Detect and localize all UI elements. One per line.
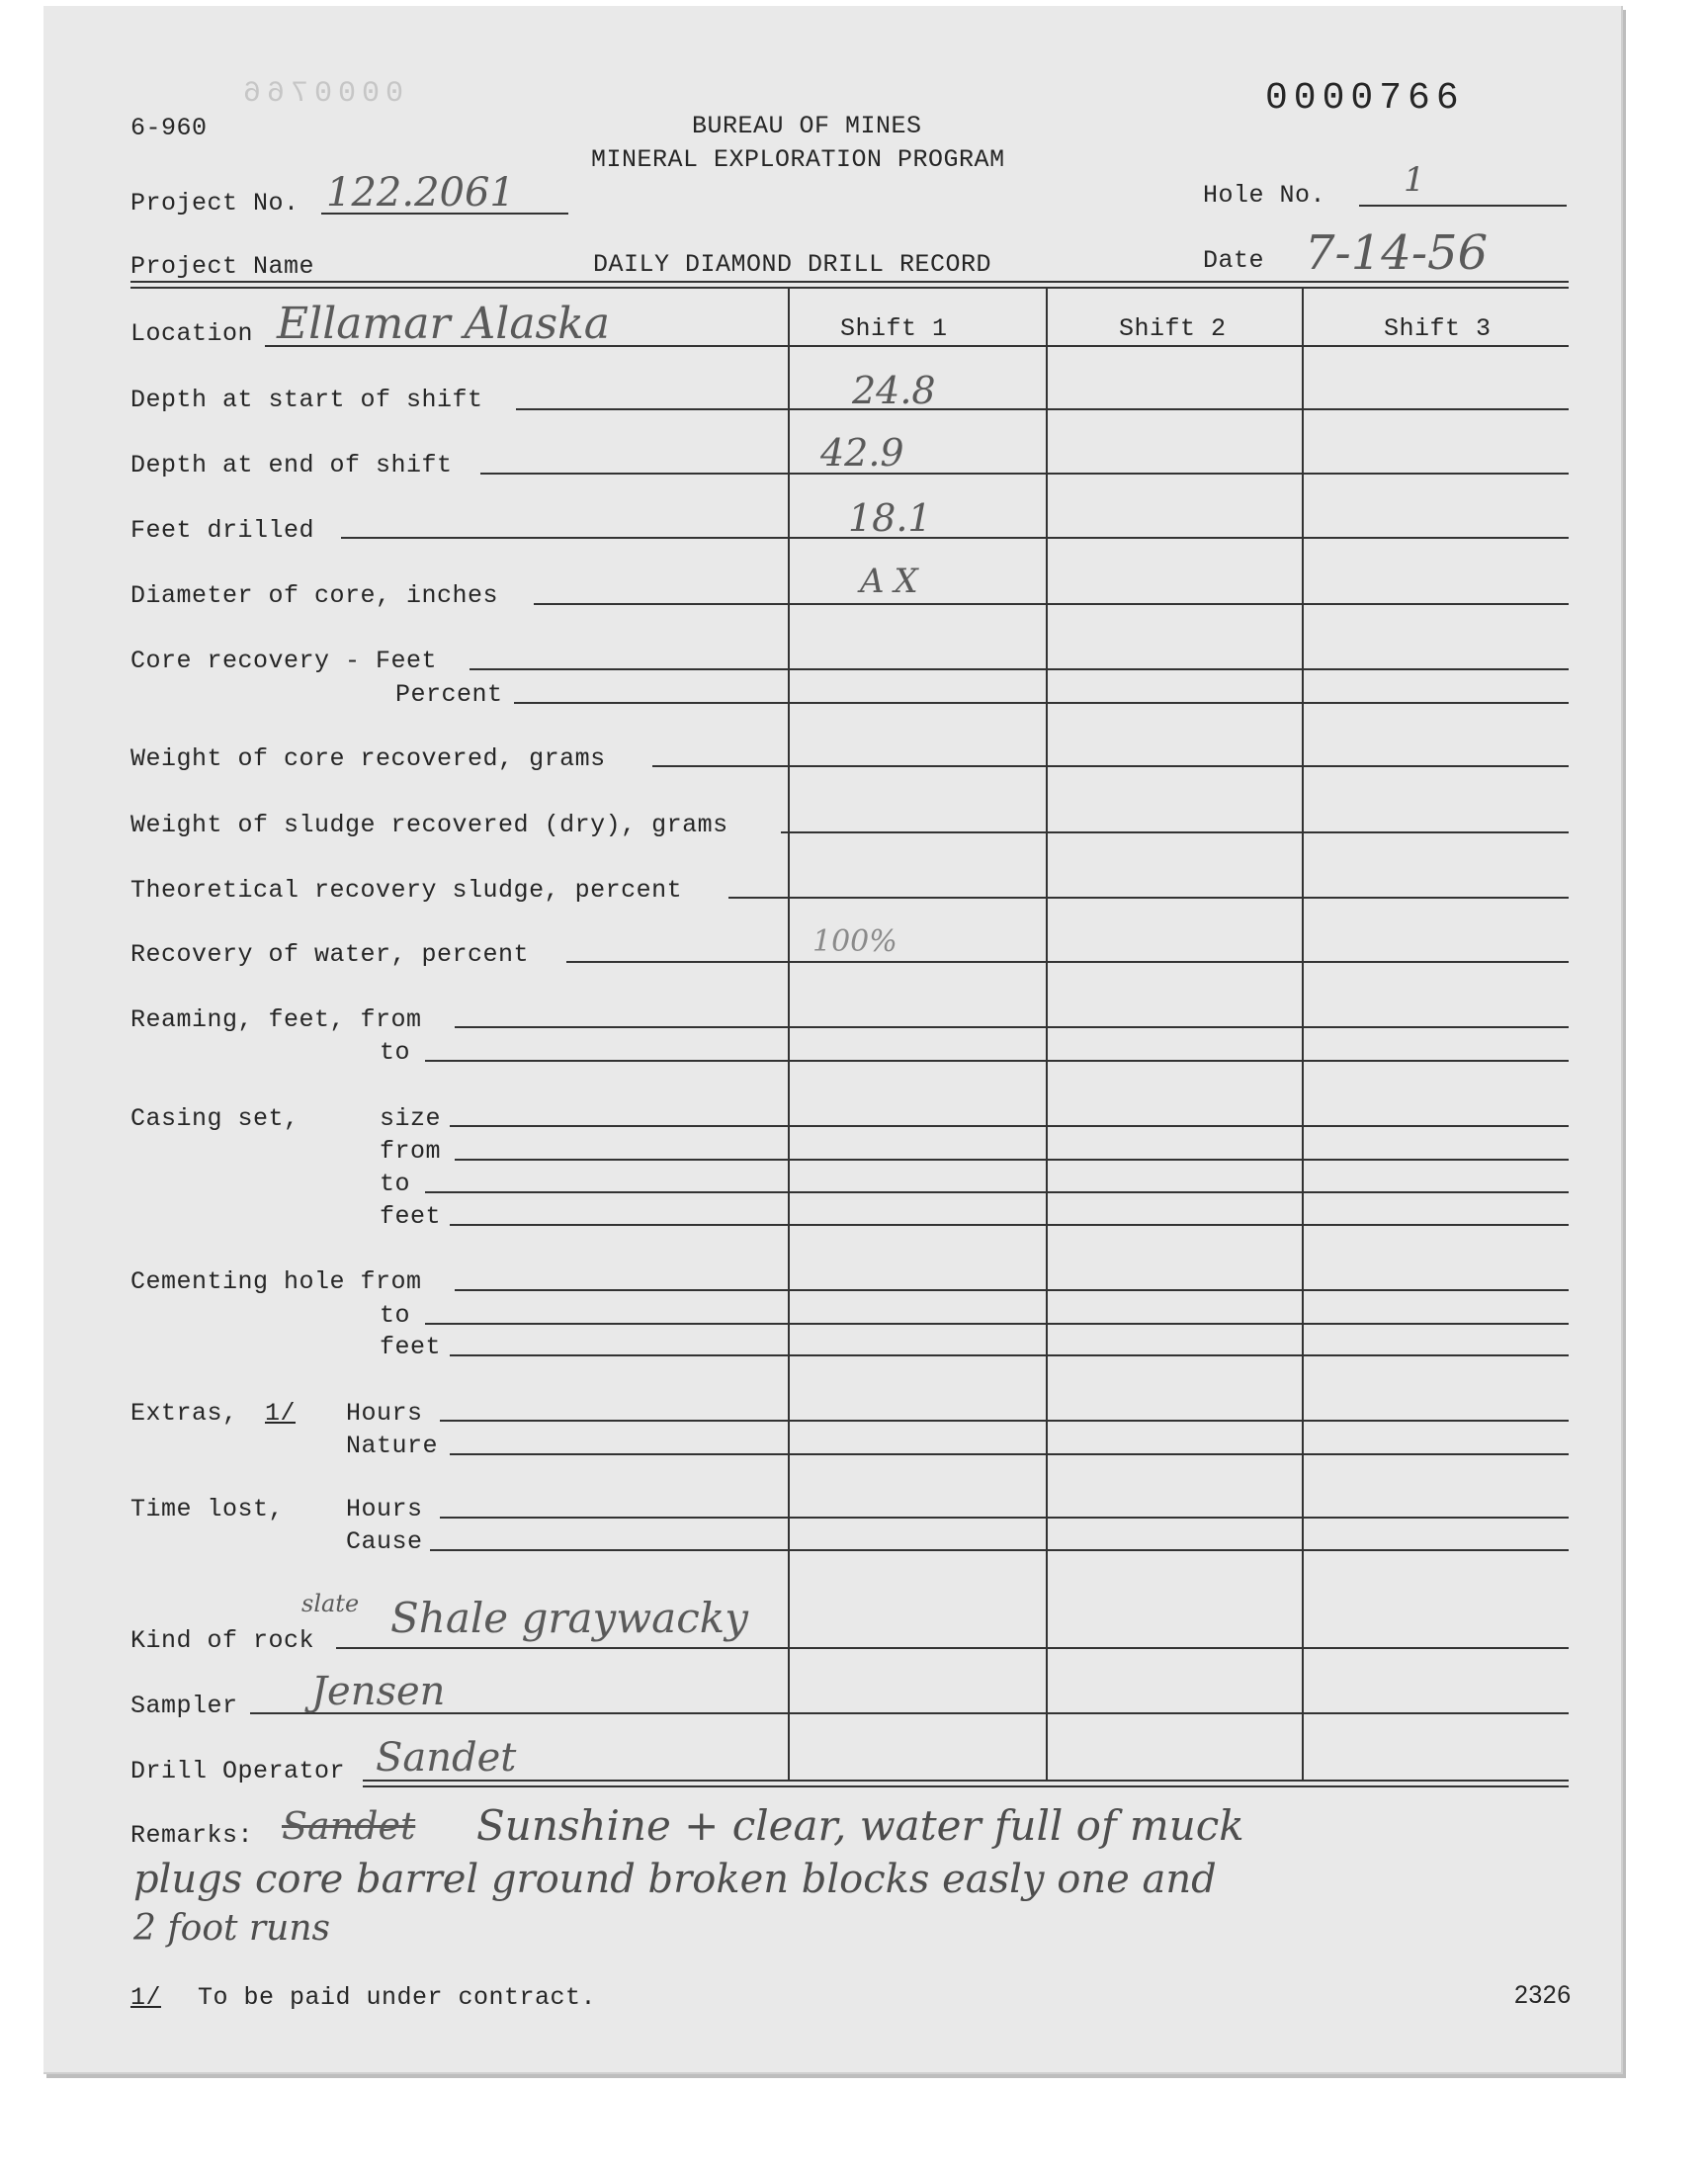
depth-start-label: Depth at start of shift xyxy=(130,386,483,414)
sampler-line xyxy=(250,1712,1569,1714)
date-label: Date xyxy=(1203,246,1265,275)
water-shift1: 100% xyxy=(812,924,897,959)
extras-label: Extras, xyxy=(130,1399,238,1428)
casing-from-label: from xyxy=(380,1137,442,1166)
time-lost-hours-line xyxy=(440,1517,1569,1519)
location-label: Location xyxy=(130,319,254,348)
casing-to-label: to xyxy=(380,1170,411,1198)
remarks-line-1: Sunshine + clear, water full of muck xyxy=(476,1801,1244,1850)
kind-of-rock-line xyxy=(336,1647,1569,1649)
remarks-line-3: 2 foot runs xyxy=(133,1908,330,1949)
weight-sludge-line xyxy=(781,831,1569,833)
shift-2-header: Shift 2 xyxy=(1119,314,1227,343)
weight-sludge-label: Weight of sludge recovered (dry), grams xyxy=(130,811,728,839)
cementing-feet-line xyxy=(450,1354,1569,1356)
casing-from-line xyxy=(455,1159,1569,1161)
location-line xyxy=(265,345,1569,347)
kind-of-rock-value: Shale graywacky xyxy=(390,1594,748,1642)
record-title: DAILY DIAMOND DRILL RECORD xyxy=(593,250,992,279)
reaming-to-line xyxy=(425,1060,1569,1062)
extras-hours-line xyxy=(440,1420,1569,1422)
diameter-line xyxy=(534,603,1569,605)
project-no-value: 122.2061 xyxy=(326,170,515,216)
diameter-shift1: AX xyxy=(860,562,928,601)
kind-of-rock-label: Kind of rock xyxy=(130,1626,315,1655)
reaming-to-label: to xyxy=(380,1038,411,1067)
bottom-rule-1 xyxy=(363,1780,1569,1782)
time-lost-cause-line xyxy=(430,1549,1569,1551)
extras-nature-line xyxy=(450,1453,1569,1455)
column-divider-1 xyxy=(788,287,790,1782)
casing-to-line xyxy=(425,1191,1569,1193)
extras-footnote-mark: 1/ xyxy=(265,1399,297,1428)
hole-no-value: 1 xyxy=(1404,160,1425,200)
shift-3-header: Shift 3 xyxy=(1384,314,1492,343)
sampler-value: Jensen xyxy=(311,1669,446,1714)
diameter-label: Diameter of core, inches xyxy=(130,581,499,610)
header-rule-2 xyxy=(130,287,1569,289)
theoretical-line xyxy=(728,897,1569,899)
feet-drilled-label: Feet drilled xyxy=(130,516,315,545)
location-value: Ellamar Alaska xyxy=(277,299,611,349)
remarks-line-2: plugs core barrel ground broken blocks easly one and xyxy=(133,1857,1217,1902)
water-label: Recovery of water, percent xyxy=(130,940,530,969)
extras-hours-label: Hours xyxy=(346,1399,423,1428)
casing-feet-line xyxy=(450,1224,1569,1226)
kind-of-rock-note: slate xyxy=(301,1590,360,1617)
casing-size-label: size xyxy=(380,1104,442,1133)
cementing-to-line xyxy=(425,1323,1569,1325)
depth-end-label: Depth at end of shift xyxy=(130,451,453,479)
project-name-label: Project Name xyxy=(130,252,315,281)
drill-operator-value: Sandet xyxy=(376,1735,517,1781)
footnote-mark: 1/ xyxy=(130,1983,162,2012)
cementing-feet-label: feet xyxy=(380,1333,442,1361)
depth-start-line xyxy=(516,408,1569,410)
casing-feet-label: feet xyxy=(380,1202,442,1231)
remarks-label: Remarks: xyxy=(130,1821,254,1850)
agency-title: BUREAU OF MINES xyxy=(692,112,922,140)
bottom-rule-2 xyxy=(363,1785,1569,1787)
shift-1-header: Shift 1 xyxy=(840,314,948,343)
feet-drilled-shift1: 18.1 xyxy=(848,496,932,540)
time-lost-label: Time lost, xyxy=(130,1495,285,1523)
depth-start-shift1: 24.8 xyxy=(852,369,936,412)
depth-end-shift1: 42.9 xyxy=(820,431,904,475)
core-recovery-feet-line xyxy=(470,668,1569,670)
column-divider-3 xyxy=(1302,287,1304,1782)
depth-end-line xyxy=(480,473,1569,475)
footnote-text: To be paid under contract. xyxy=(198,1983,597,2012)
drill-operator-label: Drill Operator xyxy=(130,1757,346,1785)
hole-no-label: Hole No. xyxy=(1203,181,1326,210)
page-code: 2326 xyxy=(1514,1981,1572,2009)
program-title: MINERAL EXPLORATION PROGRAM xyxy=(591,145,1005,174)
reaming-from-line xyxy=(455,1026,1569,1028)
date-value: 7-14-56 xyxy=(1305,225,1489,281)
bleed-through-number: 0000766 xyxy=(237,77,404,111)
core-recovery-percent-line xyxy=(514,702,1569,704)
weight-core-line xyxy=(652,765,1569,767)
time-lost-cause-label: Cause xyxy=(346,1527,423,1556)
feet-drilled-line xyxy=(341,537,1569,539)
reaming-label: Reaming, feet, from xyxy=(130,1005,422,1034)
hole-no-line xyxy=(1359,205,1567,207)
water-line xyxy=(566,961,1569,963)
cementing-from-line xyxy=(455,1289,1569,1291)
cementing-label: Cementing hole from xyxy=(130,1267,422,1296)
time-lost-hours-label: Hours xyxy=(346,1495,423,1523)
form-number: 6-960 xyxy=(130,114,208,142)
header-rule-1 xyxy=(130,281,1569,283)
cementing-to-label: to xyxy=(380,1301,411,1330)
casing-size-line xyxy=(450,1125,1569,1127)
theoretical-label: Theoretical recovery sludge, percent xyxy=(130,876,683,905)
project-no-label: Project No. xyxy=(130,189,299,218)
doc-number: 0000766 xyxy=(1265,77,1465,120)
casing-label: Casing set, xyxy=(130,1104,299,1133)
core-recovery-label: Core recovery - Feet xyxy=(130,647,438,675)
core-recovery-percent-label: Percent xyxy=(395,680,503,709)
remarks-struck-word: Sandet xyxy=(282,1804,416,1848)
column-divider-2 xyxy=(1046,287,1048,1782)
extras-nature-label: Nature xyxy=(346,1432,439,1460)
weight-core-label: Weight of core recovered, grams xyxy=(130,744,606,773)
sampler-label: Sampler xyxy=(130,1692,238,1720)
